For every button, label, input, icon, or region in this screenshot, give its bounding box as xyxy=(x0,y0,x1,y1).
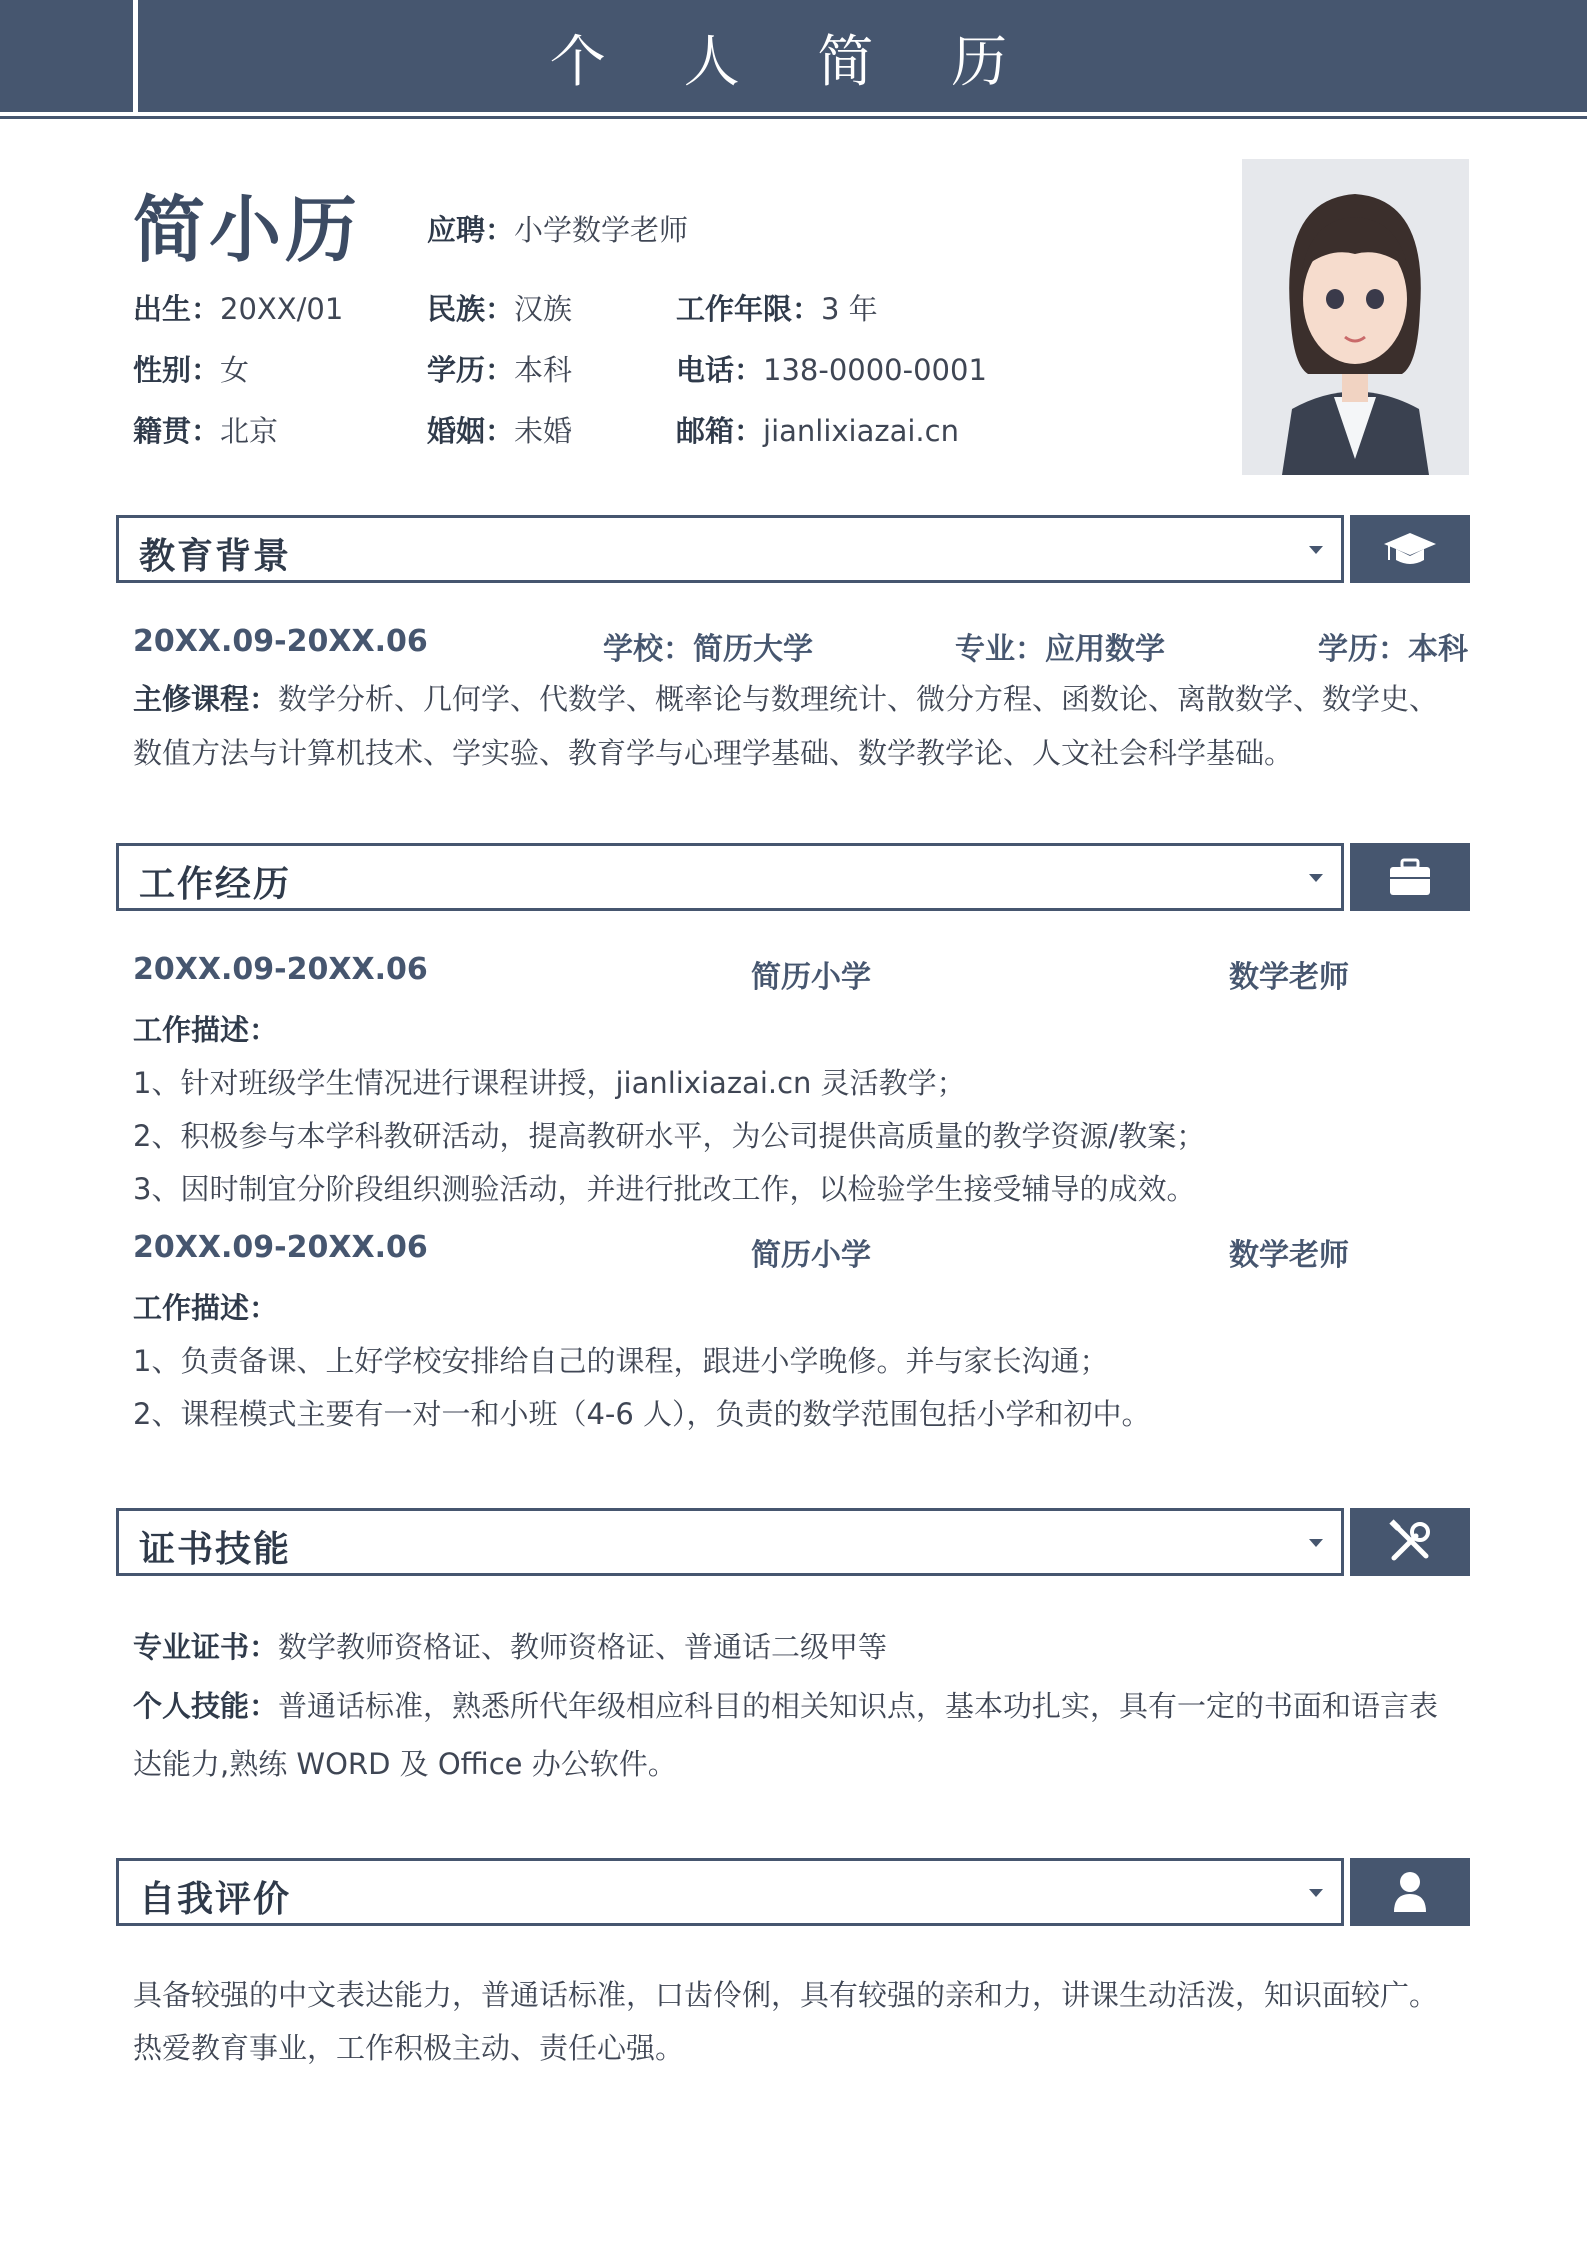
person-icon xyxy=(1350,1858,1470,1926)
skill-line1: 个人技能：普通话标准，熟悉所代年级相应科目的相关知识点，基本功扎实，具有一定的书面和语言表 xyxy=(133,1689,1439,1723)
briefcase-icon xyxy=(1350,843,1470,911)
apply-position: 应聘：小学数学老师 xyxy=(427,213,689,247)
applicant-name: 简小历 xyxy=(133,188,362,272)
skill-line2: 达能力,熟练 WORD 及 Office 办公软件。 xyxy=(133,1747,677,1781)
top-banner xyxy=(0,0,1587,112)
job2-line2: 2、课程模式主要有一对一和小班（4-6 人），负责的数学范围包括小学和初中。 xyxy=(133,1397,1151,1431)
section-work-header xyxy=(116,843,1344,911)
profile-photo xyxy=(1242,159,1469,475)
hometown-field: 籍贯：北京 xyxy=(133,414,279,448)
phone-field: 电话：138-0000-0001 xyxy=(676,353,987,387)
edu-major: 专业：应用数学 xyxy=(955,632,1165,667)
job2-company: 简历小学 xyxy=(751,1238,871,1273)
page-title: 个 人 简 历 xyxy=(549,30,1038,95)
chevron-down-icon xyxy=(1309,1889,1323,1897)
job1-line1: 1、针对班级学生情况进行课程讲授，jianlixiazai.cn 灵活教学； xyxy=(133,1066,966,1100)
gender-field: 性别：女 xyxy=(133,353,250,387)
section-title: 教育背景 xyxy=(139,536,292,577)
education-field: 学历：本科 xyxy=(427,353,573,387)
section-title: 自我评价 xyxy=(139,1879,292,1920)
section-skills-header xyxy=(116,1508,1344,1576)
job1-period: 20XX.09-20XX.06 xyxy=(133,952,428,987)
ethnicity-field: 民族：汉族 xyxy=(427,292,573,326)
work-years-field: 工作年限：3 年 xyxy=(676,292,878,326)
edu-courses-line1: 主修课程：数学分析、几何学、代数学、概率论与数理统计、微分方程、函数论、离散数学、数学史、 xyxy=(133,682,1439,716)
graduation-cap-icon xyxy=(1350,515,1470,583)
birth-field: 出生：20XX/01 xyxy=(133,292,344,326)
banner-underline xyxy=(0,116,1587,119)
chevron-down-icon xyxy=(1309,874,1323,882)
job2-line1: 1、负责备课、上好学校安排给自己的课程，跟进小学晚修。并与家长沟通； xyxy=(133,1344,1109,1378)
job1-line2: 2、积极参与本学科教研活动，提高教研水平，为公司提供高质量的教学资源/教案； xyxy=(133,1119,1206,1153)
job1-line3: 3、因时制宜分阶段组织测验活动，并进行批改工作，以检验学生接受辅导的成效。 xyxy=(133,1172,1196,1206)
section-title: 证书技能 xyxy=(139,1529,292,1570)
job2-desc-label: 工作描述： xyxy=(133,1291,279,1325)
chevron-down-icon xyxy=(1309,546,1323,554)
section-self-eval-header xyxy=(116,1858,1344,1926)
job2-period: 20XX.09-20XX.06 xyxy=(133,1230,428,1265)
tools-icon xyxy=(1350,1508,1470,1576)
chevron-down-icon xyxy=(1309,1539,1323,1547)
email-field: 邮箱：jianlixiazai.cn xyxy=(676,414,959,448)
self-eval-line2: 热爱教育事业，工作积极主动、责任心强。 xyxy=(133,2031,685,2065)
job1-desc-label: 工作描述： xyxy=(133,1013,279,1047)
avatar xyxy=(1242,159,1469,475)
edu-courses-line2: 数值方法与计算机技术、学实验、教育学与心理学基础、数学教学论、人文社会科学基础。 xyxy=(133,736,1294,770)
section-education-header xyxy=(116,515,1344,583)
job2-role: 数学老师 xyxy=(1229,1238,1349,1273)
edu-period: 20XX.09-20XX.06 xyxy=(133,624,428,659)
cert-line: 专业证书：数学教师资格证、教师资格证、普通话二级甲等 xyxy=(133,1630,888,1664)
job1-role: 数学老师 xyxy=(1229,960,1349,995)
marriage-field: 婚姻：未婚 xyxy=(427,414,573,448)
self-eval-line1: 具备较强的中文表达能力，普通话标准，口齿伶俐，具有较强的亲和力，讲课生动活泼，知识面较广。 xyxy=(133,1978,1439,2012)
edu-school: 学校：简历大学 xyxy=(603,632,813,667)
section-title: 工作经历 xyxy=(139,864,292,905)
edu-degree: 学历：本科 xyxy=(1318,632,1468,667)
job1-company: 简历小学 xyxy=(751,960,871,995)
